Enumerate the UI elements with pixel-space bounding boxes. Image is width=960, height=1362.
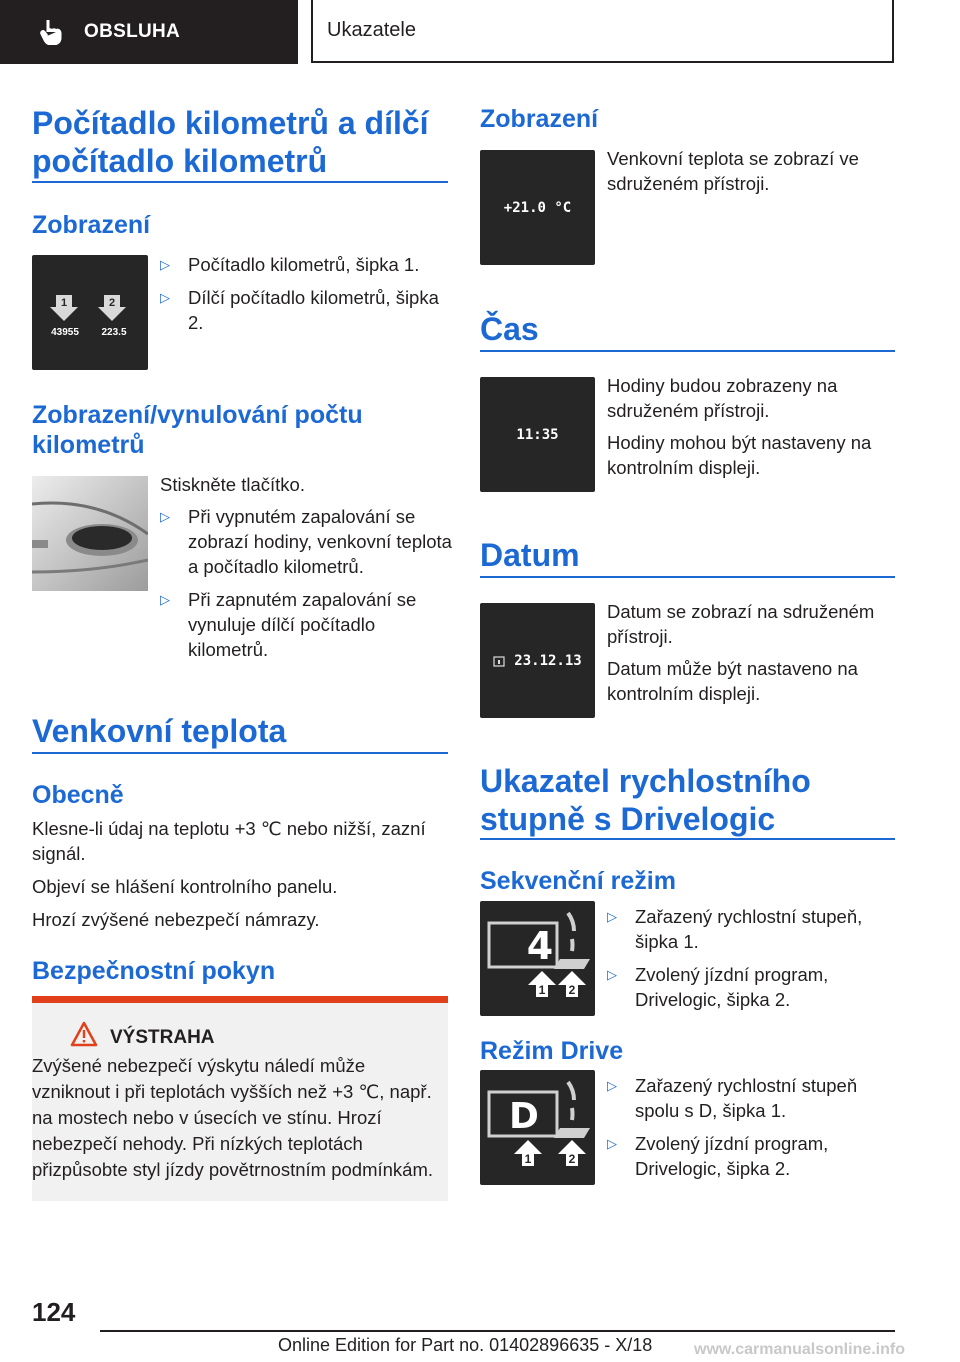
time-title: Čas	[480, 311, 539, 347]
odometer-arrows-graphic	[32, 255, 148, 370]
footer-rule	[100, 1330, 895, 1332]
paragraph: Hodiny mohou být nastaveny na kontrolním displeji.	[607, 432, 872, 478]
watermark-text: www.carmanualsonline.info	[694, 1341, 905, 1358]
title-rule	[32, 752, 448, 754]
triangle-bullet-icon: ▷	[607, 909, 617, 924]
dashboard-button-graphic	[32, 476, 148, 591]
paragraph: Datum se zobrazí na sdruženém přístroji.	[607, 601, 875, 647]
triangle-bullet-icon: ▷	[160, 592, 170, 607]
edition-text: Online Edition for Part no. 01402896635 - X/18	[278, 1335, 653, 1355]
warning-text: Zvýšené nebezpečí výskytu náledí může vzniknout i při teplotách vyšších než +3 ℃, např. na mostech nebo v úsecích ve stínu. Hrozí nebezpečí nehody. Při nízkých teplotách přizpůsobte styl jízdy povětrnostním podmínkám.	[32, 1055, 434, 1180]
sequential-mode-heading: Sekvenční režim	[480, 867, 676, 895]
reset-heading: Zobrazení/vynulování počtu kilometrů	[32, 401, 363, 459]
odometer-title: Počítadlo kilometrů a dílčí počítadlo kilometrů	[32, 105, 429, 179]
svg-text:2: 2	[568, 1152, 576, 1166]
warning-triangle-icon	[70, 1021, 98, 1047]
hand-pointer-icon	[40, 19, 64, 45]
list-item: ▷ Při vypnutém zapalování se zobrazí hodiny, venkovní teplota a počítadlo kilometrů.	[160, 506, 452, 577]
paragraph: Hrozí zvýšené nebezpečí námrazy.	[32, 909, 320, 930]
date-display-image	[480, 603, 595, 718]
arrow-2-label: 2	[108, 297, 116, 309]
triangle-bullet-icon: ▷	[607, 1136, 617, 1151]
date-value: 23.12.13	[514, 652, 582, 669]
temperature-text: Venkovní teplota se zobrazí ve sdruženém přístroji.	[607, 148, 859, 194]
calendar-icon	[493, 655, 505, 667]
svg-text:2: 2	[568, 983, 576, 997]
general-heading: Obecně	[32, 781, 124, 809]
temperature-value: +21.0 °C	[503, 199, 572, 216]
list-item: ▷ Zvolený jízdní program, Drivelogic, šipka 2.	[607, 964, 829, 1010]
svg-text:1: 1	[524, 1152, 532, 1166]
triangle-bullet-icon: ▷	[607, 967, 617, 982]
time-text	[607, 373, 899, 480]
safety-heading: Bezpečnostní pokyn	[32, 957, 276, 985]
list-item: ▷ Zařazený rychlostní stupeň, šipka 1.	[607, 906, 863, 952]
warning-title: VÝSTRAHA	[110, 1027, 215, 1048]
gear-display-graphic	[480, 1070, 595, 1185]
paragraph: Hodiny budou zobrazeny na sdruženém přístroji.	[607, 375, 838, 421]
list-item: ▷ Zařazený rychlostní stupeň spolu s D, šipka 1.	[607, 1075, 858, 1121]
triangle-bullet-icon: ▷	[160, 257, 170, 272]
drive-bullets	[607, 1073, 899, 1181]
paragraph: Objeví se hlášení kontrolního panelu.	[32, 876, 338, 897]
page-number: 124	[32, 1297, 76, 1327]
date-title: Datum	[480, 537, 580, 573]
title-rule	[480, 576, 895, 578]
reset-text	[160, 472, 452, 662]
date-text	[607, 599, 899, 706]
triangle-bullet-icon: ▷	[160, 509, 170, 524]
reset-intro: Stiskněte tlačítko.	[160, 474, 305, 495]
section-label: OBSLUHA	[84, 21, 181, 42]
list-item: ▷ Zvolený jízdní program, Drivelogic, šipka 2.	[607, 1133, 829, 1179]
outside-temp-title: Venkovní teplota	[32, 713, 287, 749]
title-rule	[480, 838, 895, 840]
odometer-value: 43955	[51, 327, 79, 338]
list-item: ▷ Dílčí počítadlo kilometrů, šipka 2.	[160, 287, 439, 333]
section-tab	[0, 0, 298, 64]
svg-text:1: 1	[538, 983, 546, 997]
odometer-bullets	[160, 252, 450, 335]
chapter-label: Ukazatele	[327, 19, 416, 41]
odometer-image	[32, 255, 148, 370]
trip-value: 223.5	[101, 327, 127, 338]
clock-display-image	[480, 377, 595, 492]
drive-mode-heading: Režim Drive	[480, 1037, 624, 1065]
paragraph: Klesne-li údaj na teplotu +3 ℃ nebo nižší, zazní signál.	[32, 818, 426, 864]
sequential-gear-image	[480, 901, 595, 1016]
sequential-bullets	[607, 904, 899, 1012]
arrow-1-label: 1	[60, 297, 68, 309]
drive-gear-image	[480, 1070, 595, 1185]
chapter-header	[311, 0, 894, 63]
gear-symbol: 4	[526, 924, 554, 968]
clock-value: 11:35	[516, 426, 559, 443]
gear-display-graphic	[480, 901, 595, 1016]
warning-box	[32, 996, 448, 1201]
paragraph: Datum může být nastaveno na kontrolním displeji.	[607, 658, 858, 704]
list-item: ▷ Počítadlo kilometrů, šipka 1.	[160, 254, 420, 275]
temperature-display-image	[480, 150, 595, 265]
title-rule	[32, 181, 448, 183]
title-rule	[480, 350, 895, 352]
triangle-bullet-icon: ▷	[607, 1078, 617, 1093]
outside-temp-text	[32, 816, 448, 932]
temp-display-heading: Zobrazení	[480, 105, 599, 133]
gear-indicator-title: Ukazatel rychlostního stupně s Drivelogic	[480, 763, 811, 837]
odometer-display-heading: Zobrazení	[32, 211, 151, 239]
triangle-bullet-icon: ▷	[160, 290, 170, 305]
reset-button-image	[32, 476, 148, 591]
gear-symbol: D	[509, 1096, 539, 1137]
list-item: ▷ Při zapnutém zapalování se vynuluje dílčí počítadlo kilometrů.	[160, 589, 417, 660]
